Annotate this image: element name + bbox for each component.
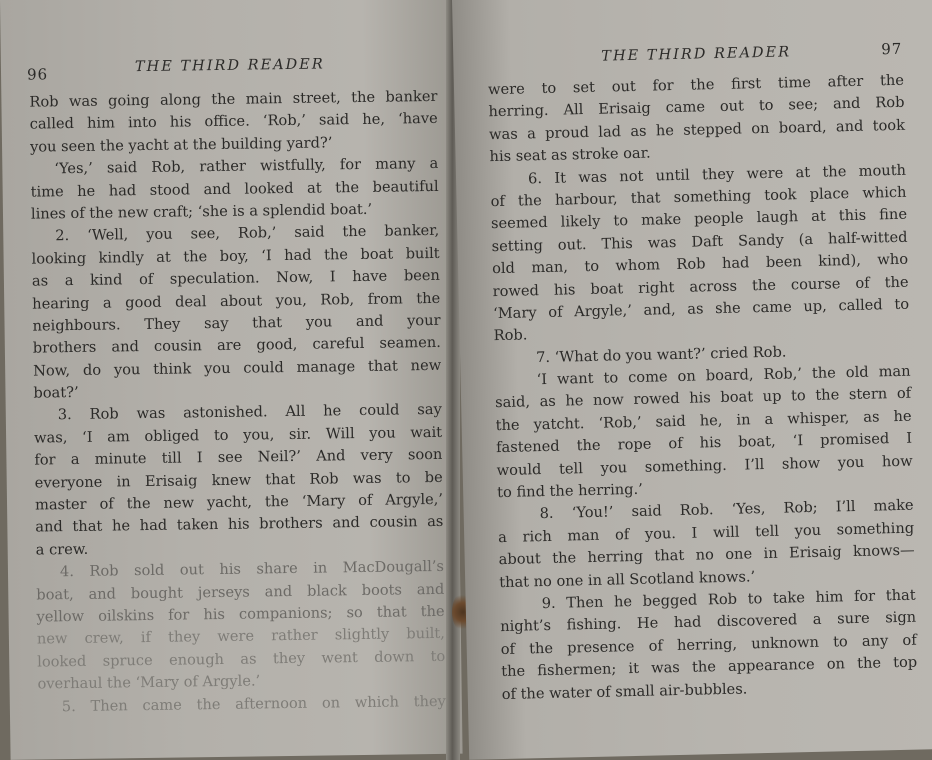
text-line: as a kind of speculation. Now, I have been <box>31 267 441 290</box>
text-line: new crew, if they were rather slightly built, <box>36 625 446 648</box>
text-line: looking kindly at the boy, ‘I had the boat built <box>31 244 440 268</box>
text-line: to find the herring.’ <box>496 480 643 502</box>
text-line: 3. Rob was astonished. All he could say <box>57 401 442 424</box>
text-line: about the herring that no one in Erisaig knows— <box>498 541 915 569</box>
text-line: were to set out for the first time after the <box>487 71 905 99</box>
text-line: fastened the rope of his boat, ‘I promised I <box>495 429 913 457</box>
text-line: Now, do you think you could manage that new <box>33 356 442 380</box>
text-line: looked spruce enough as they went down to <box>37 647 446 671</box>
text-line: ‘Yes,’ said Rob, rather wistfully, for many a <box>54 155 439 178</box>
text-block-left <box>29 86 446 719</box>
text-line: neighbours. They say that you and your <box>32 311 441 335</box>
text-line: of the harbour, that something took place which <box>490 183 907 211</box>
text-line: overhaul the ‘Mary of Argyle.’ <box>37 672 261 693</box>
text-line: Rob was going along the main street, the banker <box>29 87 438 111</box>
text-line: of the water of small air-bubbles. <box>501 680 748 703</box>
text-line: said, as he now rowed his boat up to the stern of <box>494 385 912 412</box>
text-line: herring. All Erisaig came out to see; and Rob <box>488 94 905 121</box>
text-line: 5. Then came the afternoon on which they <box>61 692 446 715</box>
page-number: 97 <box>881 39 903 59</box>
text-line: was a proud lad as he stepped on board, and took <box>488 116 906 143</box>
page-number: 96 <box>26 65 49 84</box>
text-line: the yatcht. ‘Rob,’ said he, in a whisper, as he <box>495 407 912 434</box>
text-line: master of the new yacht, the ‘Mary of Argyle,’ <box>34 490 444 514</box>
text-line: for a minute till I see Neil?’ And very soon <box>34 446 443 469</box>
text-line: you seen the yacht at the building yard?’ <box>29 134 333 156</box>
text-line: 2. ‘Well, you see, Rob,’ said the banker, <box>55 222 440 245</box>
text-line: yellow oilskins for his companions; so that the <box>36 602 445 626</box>
text-line: of the presence of herring, unknown to any of <box>500 631 917 658</box>
text-line: hearing a good deal about you, Rob, from the <box>32 289 441 313</box>
text-line: was, ‘I am obliged to you, sir. Will you wait <box>33 423 443 447</box>
text-line: old man, to whom Rob had been kind), who <box>491 250 909 278</box>
text-line: 6. It was not until they were at the mouth <box>527 161 907 187</box>
text-line: night’s fishing. He had discovered a sure sign <box>500 609 917 636</box>
text-line: his seat as stroke oar. <box>489 144 651 166</box>
text-line: called him into his office. ‘Rob,’ said he, ‘have <box>29 110 438 133</box>
text-line: brothers and cousin are good, careful seamen. <box>32 334 441 357</box>
text-line: boat?’ <box>33 384 79 402</box>
text-line: 4. Rob sold out his share in MacDougall’s <box>59 558 445 581</box>
text-line: that no one in all Scotland knows.’ <box>499 567 756 591</box>
text-line: and that he had taken his brothers and cousin as <box>35 513 444 536</box>
text-line: ‘I want to come on board, Rob,’ the old man <box>536 362 911 389</box>
text-line: rowed his boat right across the course of the <box>492 273 909 300</box>
text-line: seemed likely to make people laugh at this fine <box>490 206 908 233</box>
text-line: a crew. <box>35 540 89 559</box>
text-line: setting out. This was Daft Sandy (a half-witted <box>491 228 908 255</box>
text-line: would tell you something. I’ll show you how <box>496 452 913 479</box>
text-line: boat, and bought jerseys and black boots and <box>36 580 445 604</box>
text-line: 8. ‘You!’ said Rob. ‘Yes, Rob; I’ll make <box>539 497 914 523</box>
text-line: ‘Mary of Argyle,’ and, as she came up, called to <box>492 295 910 323</box>
left-page <box>0 0 463 760</box>
running-header: THE THIRD READER <box>134 56 325 76</box>
text-line: the fishermen; it was the appearance on the top <box>501 653 918 681</box>
text-line: Rob. <box>493 326 528 345</box>
text-line: lines of the new craft; ‘she is a splendid boat.’ <box>30 200 373 223</box>
text-line: time he had stood and looked at the beautiful <box>30 177 439 201</box>
text-line: everyone in Erisaig knew that Rob was to be <box>34 468 443 492</box>
text-line: 7. ‘What do you want?’ cried Rob. <box>535 343 787 366</box>
text-block-right <box>488 70 918 706</box>
running-header: THE THIRD READER <box>601 44 792 65</box>
right-page <box>452 0 932 760</box>
text-line: a rich man of you. I will tell you something <box>498 519 915 546</box>
text-line: 9. Then he begged Rob to take him for that <box>541 586 916 613</box>
